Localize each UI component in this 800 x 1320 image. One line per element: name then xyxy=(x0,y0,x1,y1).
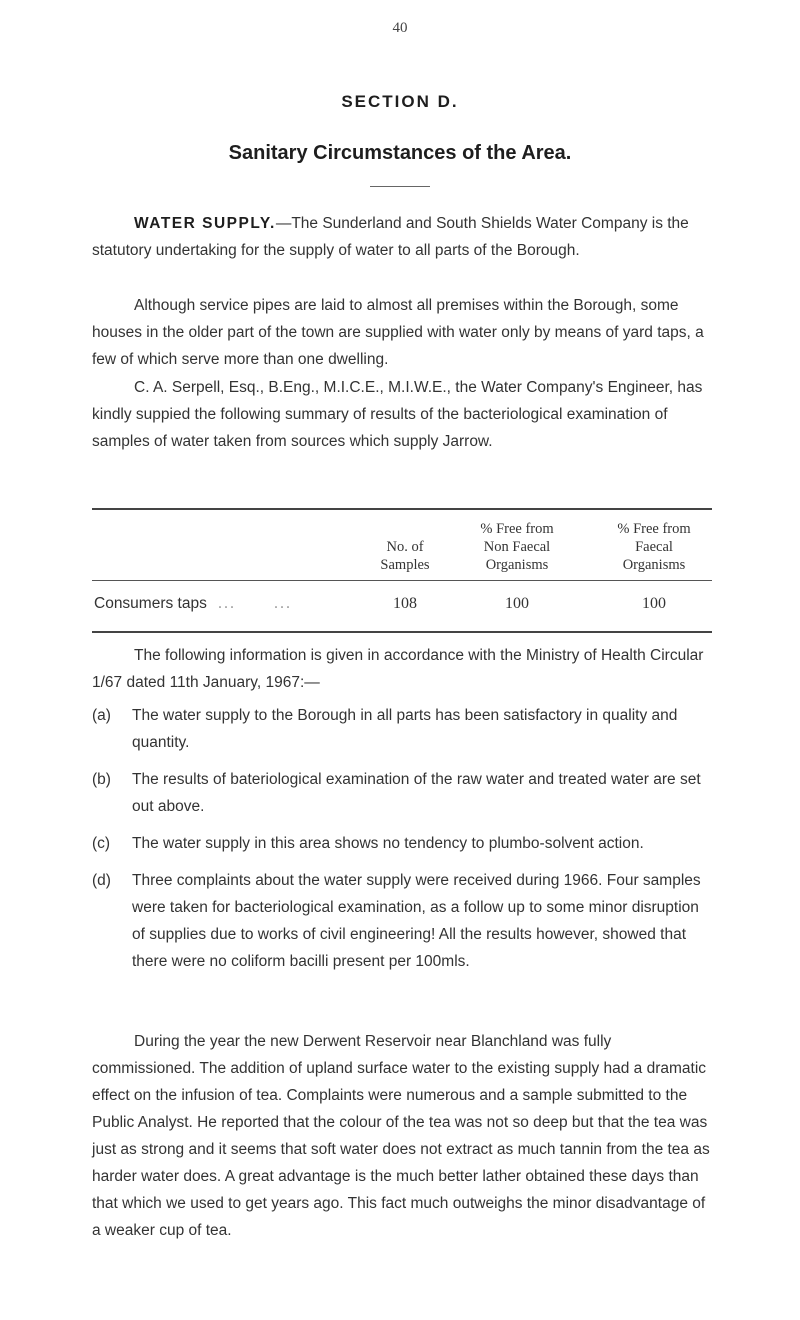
list-item xyxy=(92,702,712,756)
water-results-table xyxy=(92,508,712,633)
header-samples-line-1: No. of xyxy=(386,539,424,555)
row-leader-dots: ... xyxy=(218,595,236,612)
list-item-text: Three complaints about the water supply were received during 1966. Four samples were taken for bacteriological examination, as a follow up to some minor disruption of supplies due to works of civil engineering! All the results however, showed that there were no coliform bacilli present per 100mls. xyxy=(132,872,701,970)
header-non-faecal-line-2: Non Faecal xyxy=(483,539,551,555)
list-item-marker: (a) xyxy=(92,707,111,724)
row-non-faecal-value: 100 xyxy=(505,595,529,612)
list-item-marker: (b) xyxy=(92,771,111,788)
circular-paragraph: The following information is given in accordance with the Ministry of Health Circular 1/67 dated 11th January, 1967:— xyxy=(92,647,704,691)
header-non-faecal xyxy=(447,520,587,574)
row-leader-dots: ... xyxy=(274,595,292,612)
title-divider xyxy=(370,186,430,187)
list-item-marker: (c) xyxy=(92,835,111,852)
header-samples xyxy=(350,538,460,574)
list-item xyxy=(92,766,712,820)
row-label: Consumers taps xyxy=(94,595,207,612)
list-item-text: The water supply to the Borough in all parts has been satisfactory in quality and quantity. xyxy=(132,707,678,751)
list-item-text: The results of bateriological examination of the raw water and treated water are set out above. xyxy=(132,771,701,815)
engineer-summary-paragraph: C. A. Serpell, Esq., B.Eng., M.I.C.E., M.I.W.E., the Water Company's Engineer, has kindly suppied the following summary of results of the bacteriological examination of samples of water taken from sources which supply Jarrow. xyxy=(92,379,703,450)
header-faecal-line-1: % Free from xyxy=(617,521,691,537)
header-faecal xyxy=(584,520,724,574)
circular-info-list xyxy=(92,702,712,985)
header-non-faecal-line-1: % Free from xyxy=(480,521,554,537)
section-heading: SECTION D. xyxy=(341,92,459,111)
page-number: 40 xyxy=(392,20,408,36)
table-header xyxy=(92,510,712,580)
section-title: Sanitary Circumstances of the Area. xyxy=(228,142,572,164)
header-faecal-line-2: Faecal xyxy=(635,539,673,555)
water-supply-paragraph xyxy=(92,210,712,264)
row-faecal-value: 100 xyxy=(642,595,666,612)
water-supply-lead: WATER SUPPLY. xyxy=(134,215,276,232)
list-item xyxy=(92,830,712,857)
service-pipes-paragraph: Although service pipes are laid to almost all premises within the Borough, some houses in the older part of the town are supplied with water only by means of yard taps, a few of which serve more than one dwelling. xyxy=(92,297,704,368)
table-bottom-rule xyxy=(92,631,712,633)
header-non-faecal-line-3: Organisms xyxy=(485,557,549,573)
water-supply-text: —The Sunderland and South Shields Water Company is the statutory undertaking for the supply of water to all parts of the Borough. xyxy=(92,215,689,259)
list-item xyxy=(92,867,712,975)
derwent-reservoir-paragraph: During the year the new Derwent Reservoir near Blanchland was fully commissioned. The addition of upland surface water to the existing supply had a dramatic effect on the infusion of tea. Complaints were numerous and a sample submitted to the Public Analyst. He reported that the colour of the tea was not so deep but that the tea was just as strong and it seems that soft water does not extract as much tannin from the tea as harder water does. A great advantage is the much better lather obtained these days than that which we used to get years ago. This fact much outweighs the minor disadvantage of a weaker cup of tea. xyxy=(92,1033,710,1239)
list-item-text: The water supply in this area shows no tendency to plumbo-solvent action. xyxy=(132,835,644,852)
header-faecal-line-3: Organisms xyxy=(622,557,686,573)
header-samples-line-2: Samples xyxy=(380,557,430,573)
list-item-marker: (d) xyxy=(92,872,111,889)
row-samples-value: 108 xyxy=(393,595,417,612)
table-row xyxy=(92,581,712,631)
